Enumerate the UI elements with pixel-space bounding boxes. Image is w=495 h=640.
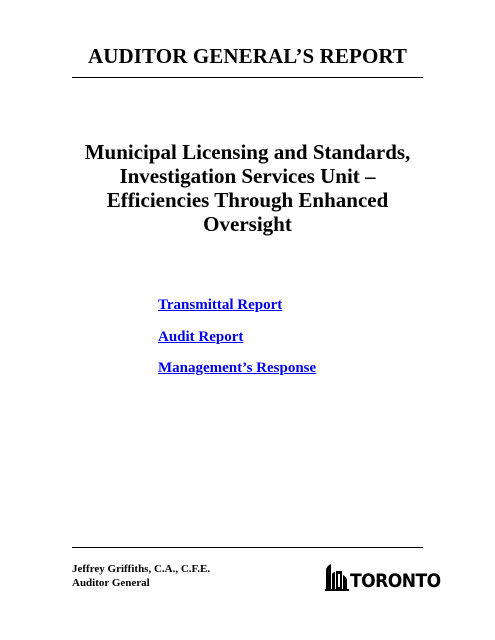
footer-rule [72, 547, 423, 548]
title-line-3: Efficiencies Through Enhanced [106, 188, 389, 212]
author-name: Jeffrey Griffiths, C.A., C.F.E. [72, 563, 211, 575]
report-title [48, 140, 447, 236]
toronto-city-hall-icon [325, 563, 349, 591]
managements-response-link[interactable]: Management’s Response [158, 360, 317, 376]
audit-report-link[interactable]: Audit Report [158, 328, 244, 345]
title-line-4: Oversight [203, 212, 292, 236]
toronto-logo [325, 561, 451, 591]
transmittal-report-link[interactable]: Transmittal Report [158, 297, 283, 313]
header-rule [72, 77, 423, 78]
title-line-1: Municipal Licensing and Standards, [84, 140, 411, 164]
report-header: AUDITOR GENERAL’S REPORT [87, 44, 408, 68]
author-role: Auditor General [72, 577, 150, 589]
signature-block [72, 562, 210, 590]
toronto-wordmark: TORONTO [350, 570, 441, 592]
report-sections-nav [158, 296, 316, 391]
title-line-2: Investigation Services Unit – [119, 164, 376, 188]
